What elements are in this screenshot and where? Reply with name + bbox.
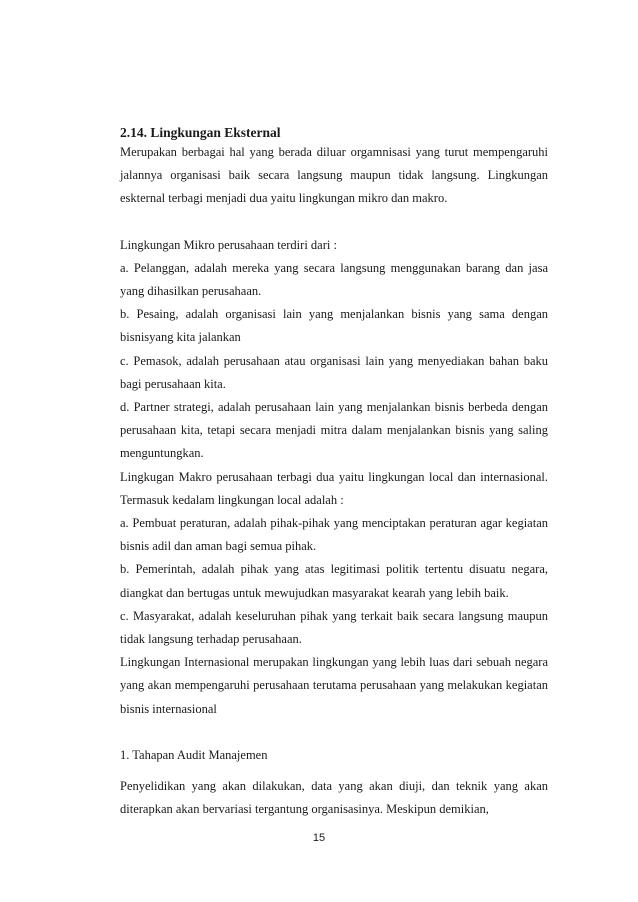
audit-paragraph: Penyelidikan yang akan dilakukan, data yang akan diuji, dan teknik yang akan diterapkan akan bervariasi tergantung organisasinya. Meskipun demikian, xyxy=(120,778,548,817)
page-number: 15 xyxy=(312,832,326,844)
section-heading: 2.14. Lingkungan Eksternal xyxy=(120,125,281,140)
makro-item-b: b. Pemerintah, adalah pihak yang atas legitimasi politik tertentu disuatu negara, diangkat dan bertugas untuk mewujudkan masyarakat kearah yang lebih baik. xyxy=(120,562,548,600)
intro-paragraph: Merupakan berbagai hal yang berada diluar orgamnisasi yang turut mempengaruhi jalannya organisasi baik secara langsung maupun tidak langsung. Lingkungan eskternal terbagi menjadi dua yaitu lingkungan mikro dan makro. xyxy=(120,145,548,206)
makro-intro: Lingkugan Makro perusahaan terbagi dua yaitu lingkungan local dan internasional. Termasuk kedalam lingkungan local adalah : xyxy=(120,469,548,507)
spacer xyxy=(120,211,548,234)
makro-item-a: a. Pembuat peraturan, adalah pihak-pihak yang menciptakan peraturan agar kegiatan bisnis adil dan aman bagi semua pihak. xyxy=(120,516,548,554)
makro-item-c: c. Masyarakat, adalah keseluruhan pihak yang terkait baik secara langsung maupun tidak langsung terhadap perusahaan. xyxy=(120,608,548,647)
internasional-paragraph: Lingkungan Internasional merupakan lingkungan yang lebih luas dari sebuah negara yang akan mempengaruhi perusahaan terutama perusahaan yang melakukan kegiatan bisnis internasional xyxy=(120,655,548,716)
mikro-item-c: c. Pemasok, adalah perusahaan atau organisasi lain yang menyediakan bahan baku bagi perusahaan kita. xyxy=(120,353,548,391)
mikro-item-a: a. Pelanggan, adalah mereka yang secara langsung menggunakan barang dan jasa yang dihasilkan perusahaan. xyxy=(120,260,548,299)
spacer xyxy=(120,767,548,775)
mikro-intro: Lingkungan Mikro perusahaan terdiri dari : xyxy=(120,237,337,252)
spacer xyxy=(120,721,548,744)
subsection-title: 1. Tahapan Audit Manajemen xyxy=(120,747,268,762)
mikro-item-b: b. Pesaing, adalah organisasi lain yang menjalankan bisnis yang sama dengan bisnisyang kita jalankan xyxy=(120,307,548,345)
page-content xyxy=(120,124,548,821)
mikro-item-d: d. Partner strategi, adalah perusahaan lain yang menjalankan bisnis berbeda dengan perusahaan kita, tetapi secara menjadi mitra dalam menjalankan bisnis yang saling menguntungkan. xyxy=(120,400,548,461)
